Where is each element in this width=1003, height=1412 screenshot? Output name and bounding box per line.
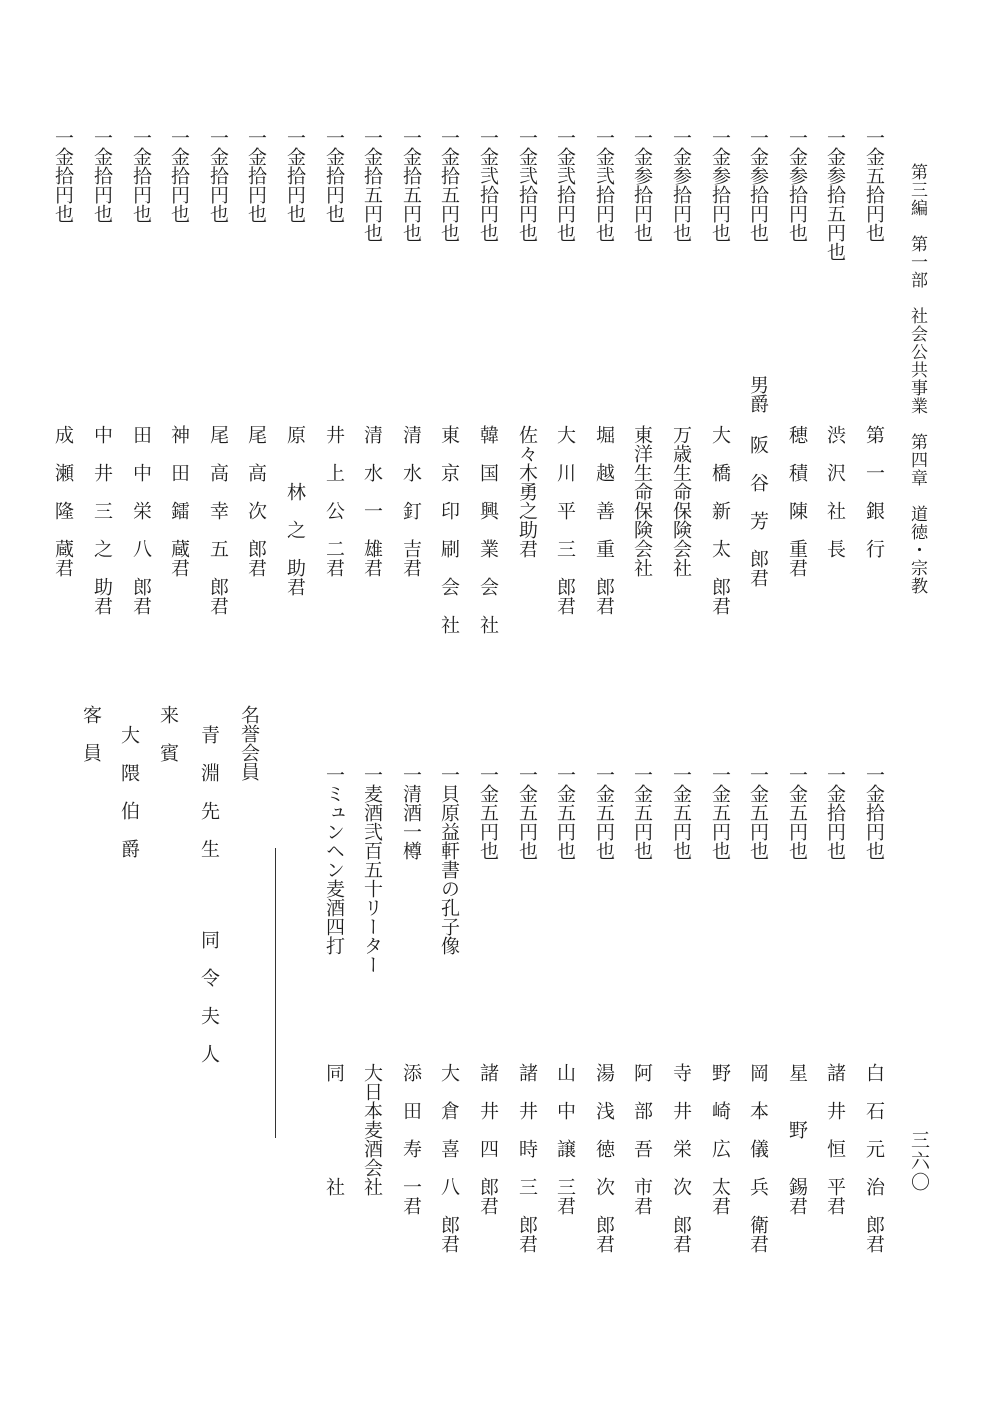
donor-name: 清 水 釘 吉君 [400, 425, 422, 577]
page-number: 三六〇 [908, 1130, 930, 1193]
donor-name: 神 田 鐳 蔵君 [168, 425, 190, 577]
donation-amount: 一金参拾円也 [631, 128, 653, 242]
donor-name: 穂 積 陳 重君 [786, 425, 808, 577]
donation-amount: 一金五円也 [516, 765, 538, 860]
donor-name: 尾 高 次 郎君 [245, 425, 267, 577]
visitor-name: 大 隈 伯 爵 [118, 725, 140, 858]
donor-name: 大 川 平 三 郎君 [554, 425, 576, 615]
running-title: 第三編 第一部 社会公共事業 第四章 道徳・宗教 [907, 163, 927, 595]
donation-amount: 一金拾円也 [130, 128, 152, 223]
donor-name: 白 石 元 治 郎君 [863, 1063, 885, 1253]
donor-name: 渋 沢 社 長 [824, 425, 846, 558]
donation-amount: 一金拾円也 [824, 765, 846, 860]
donation-amount: 一金五円也 [709, 765, 731, 860]
donor-name: 第 一 銀 行 [863, 425, 885, 558]
donation-amount: 一金拾円也 [284, 128, 306, 223]
donor-name: 諸 井 恒 平君 [824, 1063, 846, 1215]
donation-amount: 一金拾五円也 [400, 128, 422, 242]
honorary-members-heading: 名誉会員 [238, 705, 260, 781]
donor-name: 山 中 譲 三君 [554, 1063, 576, 1215]
donor-name: 野 崎 広 太君 [709, 1063, 731, 1215]
donation-amount: 一金拾円也 [207, 128, 229, 223]
donation-amount: 一金五円也 [670, 765, 692, 860]
donor-name: 清 水 一 雄君 [361, 425, 383, 577]
honorary-member-name: 青 淵 先 生 [198, 725, 220, 858]
donor-name: 男爵 阪 谷 芳 郎君 [747, 375, 769, 587]
donation-amount: 一金拾円也 [91, 128, 113, 223]
donation-amount: 一金拾五円也 [361, 128, 383, 242]
donor-name: 万歳生命保険会社 [670, 425, 692, 577]
donor-name: 添 田 寿 一君 [400, 1063, 422, 1215]
donation-amount: 一貝原益軒書の孔子像 [438, 765, 460, 955]
donation-amount: 一金参拾円也 [747, 128, 769, 242]
donation-amount: 一金弐拾円也 [593, 128, 615, 242]
donation-amount: 一金拾円也 [52, 128, 74, 223]
donation-amount: 一金拾円也 [245, 128, 267, 223]
donation-amount: 一金五円也 [477, 765, 499, 860]
donation-amount: 一金参拾五円也 [824, 128, 846, 261]
donor-name: 成 瀬 隆 蔵君 [52, 425, 74, 577]
donation-amount: 一金五円也 [554, 765, 576, 860]
donation-amount: 一金参拾円也 [786, 128, 808, 242]
donor-name: 大 橋 新 太 郎君 [709, 425, 731, 615]
donor-name: 佐々木勇之助君 [516, 425, 538, 558]
donation-amount: 一清酒一樽 [400, 765, 422, 860]
donor-name: 東 京 印 刷 会 社 [438, 425, 460, 634]
donation-amount: 一金五円也 [593, 765, 615, 860]
donation-amount: 一金五円也 [747, 765, 769, 860]
donor-name: 大日本麦酒会社 [361, 1063, 383, 1196]
donation-amount: 一金弐拾円也 [516, 128, 538, 242]
section-divider-line [275, 848, 276, 1138]
donation-amount: 一金五円也 [631, 765, 653, 860]
donor-name: 韓 国 興 業 会 社 [477, 425, 499, 634]
donor-name: 寺 井 栄 次 郎君 [670, 1063, 692, 1253]
donation-amount: 一麦酒弐百五十リーター [361, 765, 383, 974]
donor-name: 原 林 之 助君 [284, 425, 306, 596]
donor-name: 井 上 公 二君 [323, 425, 345, 577]
donor-name: 田 中 栄 八 郎君 [130, 425, 152, 615]
visitors-heading: 来 賓 [157, 705, 179, 762]
donor-name: 大 倉 喜 八 郎君 [438, 1063, 460, 1253]
donor-name: 諸 井 四 郎君 [477, 1063, 499, 1215]
donation-amount: 一金拾円也 [323, 128, 345, 223]
donation-amount: 一金参拾円也 [709, 128, 731, 242]
donation-amount: 一金拾円也 [168, 128, 190, 223]
honorary-member-spouse: 同 令 夫 人 [198, 930, 220, 1063]
donor-name: 湯 浅 徳 次 郎君 [593, 1063, 615, 1253]
donor-name: 阿 部 吾 市君 [631, 1063, 653, 1215]
donor-name: 星 野 錫君 [786, 1063, 808, 1215]
donation-amount: 一金弐拾円也 [477, 128, 499, 242]
donor-name: 堀 越 善 重 郎君 [593, 425, 615, 615]
donor-name: 岡 本 儀 兵 衛君 [747, 1063, 769, 1253]
guest-members-heading: 客 員 [80, 705, 102, 762]
donor-name: 同 社 [323, 1063, 345, 1196]
donation-amount: 一ミュンヘン麦酒四打 [323, 765, 345, 955]
donation-amount: 一金拾五円也 [438, 128, 460, 242]
donation-amount: 一金拾円也 [863, 765, 885, 860]
donor-name: 尾 高 幸 五 郎君 [207, 425, 229, 615]
donation-amount: 一金弐拾円也 [554, 128, 576, 242]
donor-name: 東洋生命保険会社 [631, 425, 653, 577]
donor-name: 中 井 三 之 助君 [91, 425, 113, 615]
donor-name: 諸 井 時 三 郎君 [516, 1063, 538, 1253]
donation-amount: 一金参拾円也 [670, 128, 692, 242]
donation-amount: 一金五拾円也 [863, 128, 885, 242]
donation-amount: 一金五円也 [786, 765, 808, 860]
